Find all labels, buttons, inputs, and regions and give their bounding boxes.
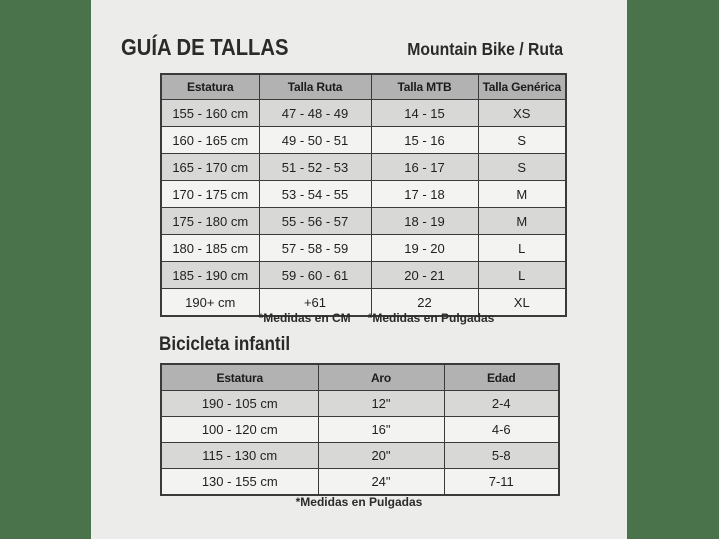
cell-estatura: 165 - 170 cm <box>161 154 259 181</box>
cell-aro: 12" <box>318 391 444 417</box>
kids-section-title: Bicicleta infantil <box>159 334 291 355</box>
column-header-aro: Aro <box>318 364 444 391</box>
cell-aro: 16" <box>318 417 444 443</box>
kids-table-header-row <box>161 364 559 391</box>
cell-talla-mtb: 20 - 21 <box>371 262 478 289</box>
cell-talla-mtb: 16 - 17 <box>371 154 478 181</box>
cell-estatura: 180 - 185 cm <box>161 235 259 262</box>
cell-talla-mtb: 15 - 16 <box>371 127 478 154</box>
table-row <box>161 208 566 235</box>
cell-aro: 24" <box>318 469 444 496</box>
cell-talla-ruta: +61 <box>259 289 371 317</box>
cell-edad: 4-6 <box>444 417 559 443</box>
cell-estatura: 170 - 175 cm <box>161 181 259 208</box>
kids-size-table <box>160 363 560 496</box>
cell-estatura: 160 - 165 cm <box>161 127 259 154</box>
cell-estatura: 115 - 130 cm <box>161 443 318 469</box>
left-green-band <box>0 0 91 539</box>
cell-talla-generica: M <box>478 181 566 208</box>
cell-talla-generica: S <box>478 154 566 181</box>
cell-talla-generica: XS <box>478 100 566 127</box>
cell-talla-ruta: 57 - 58 - 59 <box>259 235 371 262</box>
cell-estatura: 175 - 180 cm <box>161 208 259 235</box>
column-header-estatura: Estatura <box>161 74 259 100</box>
column-header-talla-ruta: Talla Ruta <box>259 74 371 100</box>
cell-estatura: 100 - 120 cm <box>161 417 318 443</box>
adult-table-header-row <box>161 74 566 100</box>
page-subtitle: Mountain Bike / Ruta <box>407 39 563 59</box>
table-row <box>161 443 559 469</box>
column-header-edad: Edad <box>444 364 559 391</box>
cell-talla-mtb: 18 - 19 <box>371 208 478 235</box>
cell-estatura: 185 - 190 cm <box>161 262 259 289</box>
cell-talla-generica: XL <box>478 289 566 317</box>
cell-talla-ruta: 49 - 50 - 51 <box>259 127 371 154</box>
table-row <box>161 235 566 262</box>
kids-table-footnote: *Medidas en Pulgadas <box>295 495 423 509</box>
cell-estatura: 190 - 105 cm <box>161 391 318 417</box>
cell-talla-mtb: 22 <box>371 289 478 317</box>
cell-talla-ruta: 55 - 56 - 57 <box>259 208 371 235</box>
cell-edad: 2-4 <box>444 391 559 417</box>
table-row <box>161 469 559 496</box>
cell-estatura: 155 - 160 cm <box>161 100 259 127</box>
column-header-estatura: Estatura <box>161 364 318 391</box>
cell-edad: 7-11 <box>444 469 559 496</box>
cell-talla-mtb: 14 - 15 <box>371 100 478 127</box>
table-row <box>161 181 566 208</box>
footnote-medidas-pulgadas: *Medidas en Pulgadas <box>367 311 495 325</box>
table-row <box>161 100 566 127</box>
cell-talla-generica: L <box>478 235 566 262</box>
cell-estatura: 190+ cm <box>161 289 259 317</box>
page-title: GUÍA DE TALLAS <box>121 34 289 60</box>
cell-aro: 20" <box>318 443 444 469</box>
cell-edad: 5-8 <box>444 443 559 469</box>
right-green-band <box>627 0 719 539</box>
table-row <box>161 391 559 417</box>
table-row <box>161 262 566 289</box>
adult-table-footnotes <box>174 311 579 325</box>
cell-talla-generica: M <box>478 208 566 235</box>
table-row <box>161 417 559 443</box>
cell-talla-generica: L <box>478 262 566 289</box>
adult-size-table <box>160 73 567 317</box>
cell-talla-ruta: 53 - 54 - 55 <box>259 181 371 208</box>
cell-estatura: 130 - 155 cm <box>161 469 318 496</box>
cell-talla-mtb: 17 - 18 <box>371 181 478 208</box>
cell-talla-generica: S <box>478 127 566 154</box>
cell-talla-ruta: 47 - 48 - 49 <box>259 100 371 127</box>
table-row <box>161 154 566 181</box>
cell-talla-ruta: 59 - 60 - 61 <box>259 262 371 289</box>
column-header-talla-generica: Talla Genérica <box>478 74 566 100</box>
column-header-talla-mtb: Talla MTB <box>371 74 478 100</box>
table-row <box>161 127 566 154</box>
cell-talla-ruta: 51 - 52 - 53 <box>259 154 371 181</box>
cell-talla-mtb: 19 - 20 <box>371 235 478 262</box>
footnote-medidas-cm: *Medidas en CM <box>258 311 351 325</box>
